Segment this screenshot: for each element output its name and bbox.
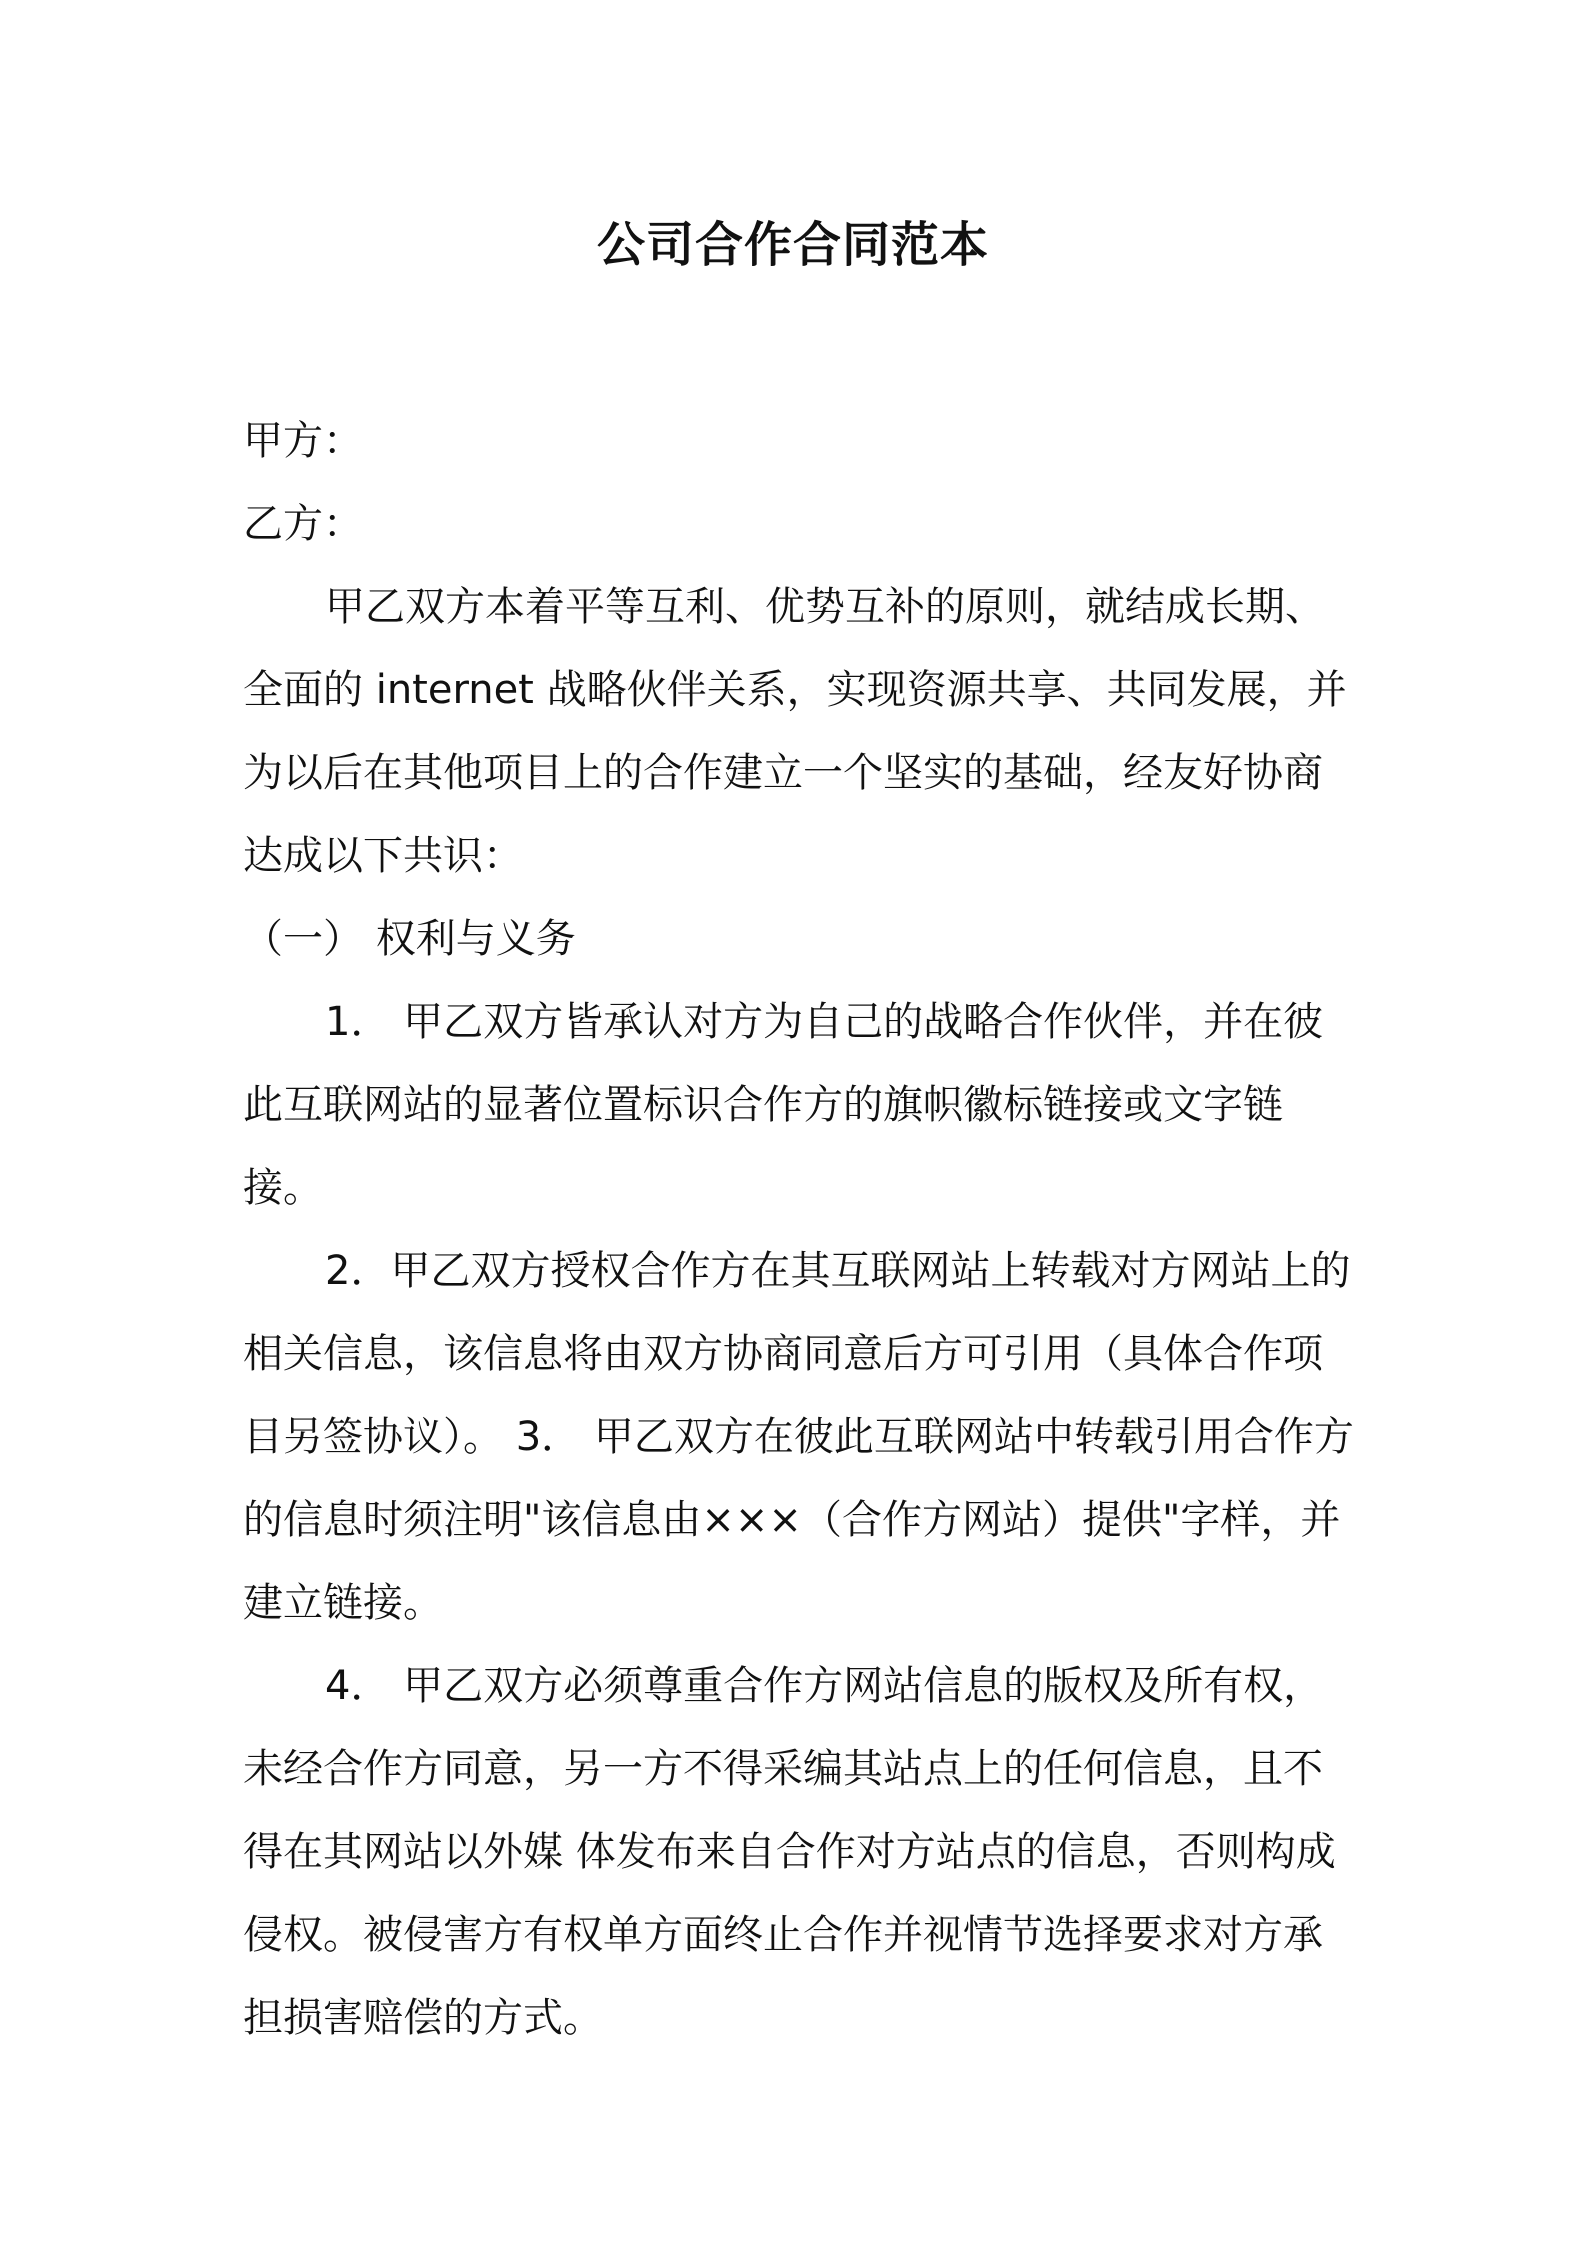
document-body: [243, 400, 1355, 2060]
party-a-line: 甲方：: [243, 418, 363, 464]
preamble-paragraph: 甲乙双方本着平等互利、优势互补的原则，就结成长期、全面的 internet 战略伙伴关系，实现资源共享、共同发展，并为以后在其他项目上的合作建立一个坚实的基础，经友好协商达成以下共识：: [243, 584, 1347, 879]
clause-1-paragraph: 1． 甲乙双方皆承认对方为自己的战略合作伙伴，并在彼此互联网站的显著位置标识合作方的旗帜徽标链接或文字链接。: [243, 999, 1324, 1211]
section-heading: （一） 权利与义务: [243, 916, 576, 962]
clause-4-paragraph: 4． 甲乙双方必须尊重合作方网站信息的版权及所有权，未经合作方同意，另一方不得采编其站点上的任何信息，且不得在其网站以外媒 体发布来自合作对方站点的信息，否则构成侵权。被侵害方有权单方面终止合作并视情节选择要求对方承担损害赔偿的方式。: [243, 1663, 1336, 2041]
party-b-line: 乙方：: [243, 501, 363, 547]
clause-2-3-paragraph: 2．甲乙双方授权合作方在其互联网站上转载对方网站上的相关信息，该信息将由双方协商同意后方可引用（具体合作项目另签协议）。 3． 甲乙双方在彼此互联网站中转载引用合作方的信息时须注明"该信息由×××（合作方网站）提供"字样，并建立链接。: [243, 1248, 1354, 1626]
document-title: 公司合作合同范本: [596, 217, 989, 273]
